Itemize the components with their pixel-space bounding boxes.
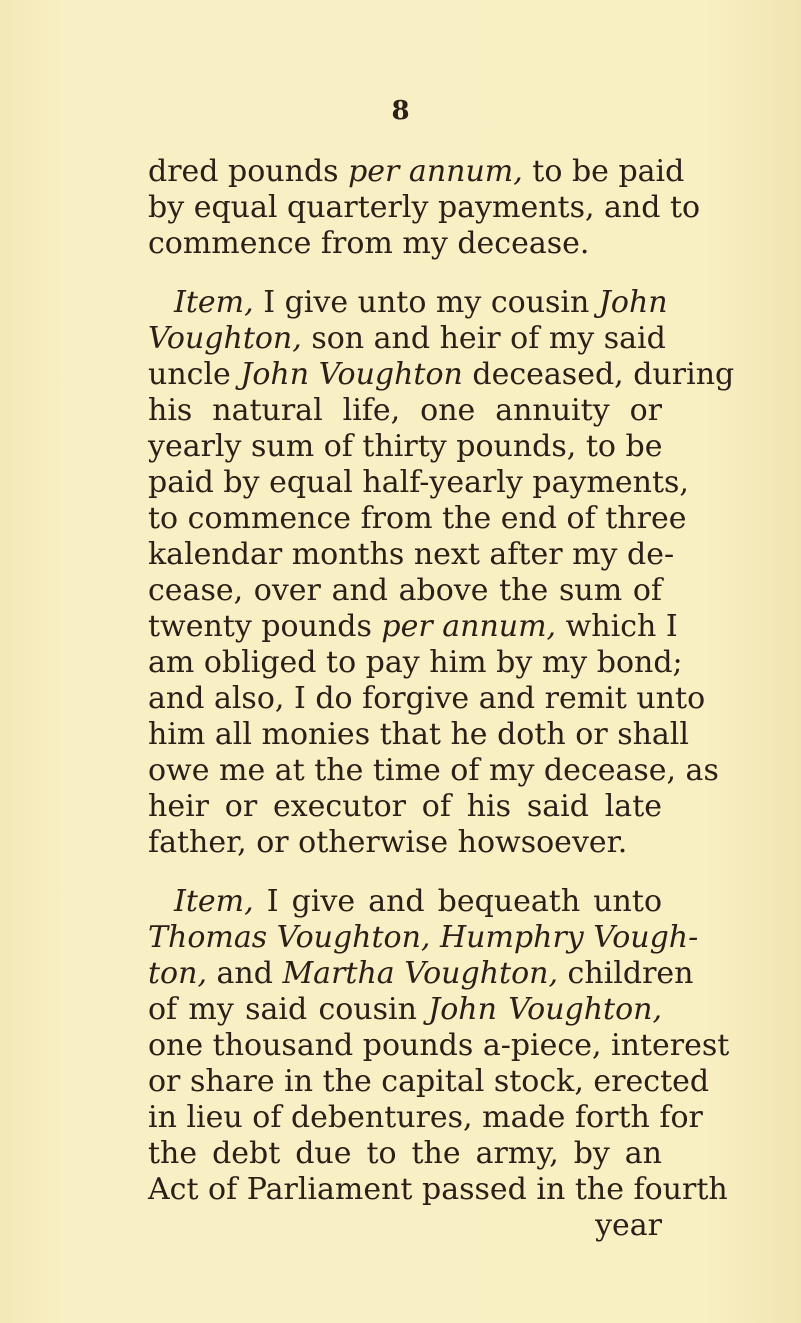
text-line: Act of Parliament passed in the fourth [148, 1172, 728, 1207]
text-line: paid by equal half-yearly payments, [148, 465, 689, 500]
text-line: owe me at the time of my decease, as [148, 753, 719, 788]
text-line: in lieu of debentures, made forth for [148, 1100, 703, 1135]
text-line: commence from my decease. [148, 226, 590, 261]
text-line: kalendar months next after my de- [148, 537, 675, 572]
text-line: twenty pounds per annum, which I [148, 609, 678, 644]
text-line: him all monies that he doth or shall [148, 717, 689, 752]
text-line: am obliged to pay him by my bond; [148, 645, 683, 680]
text-line: heir or executor of his said late [148, 789, 662, 824]
catchword: year [595, 1208, 662, 1243]
page-number: 8 [391, 96, 410, 126]
text-line: dred pounds per annum, to be paid [148, 154, 685, 189]
text-line: uncle John Voughton deceased, during [148, 357, 735, 392]
text-line: his natural life, one annuity or [148, 393, 662, 428]
text-line: to commence from the end of three [148, 501, 687, 536]
text-line: Thomas Voughton, Humphry Vough- [148, 920, 699, 955]
text-line: Item, I give and bequeath unto [174, 884, 662, 919]
text-line: Item, I give unto my cousin John [174, 285, 668, 320]
text-line: yearly sum of thirty pounds, to be [148, 429, 663, 464]
text-line: of my said cousin John Voughton, [148, 992, 663, 1027]
text-line: cease, over and above the sum of [148, 573, 662, 608]
text-line: and also, I do forgive and remit unto [148, 681, 706, 716]
text-line: the debt due to the army, by an [148, 1136, 662, 1171]
text-line: Voughton, son and heir of my said [148, 321, 666, 356]
text-line: one thousand pounds a-piece, interest [148, 1028, 730, 1063]
text-line: by equal quarterly payments, and to [148, 190, 701, 225]
text-line: father, or otherwise howsoever. [148, 825, 628, 860]
text-line: or share in the capital stock, erected [148, 1064, 710, 1099]
text-line: ton, and Martha Voughton, children [148, 956, 694, 991]
